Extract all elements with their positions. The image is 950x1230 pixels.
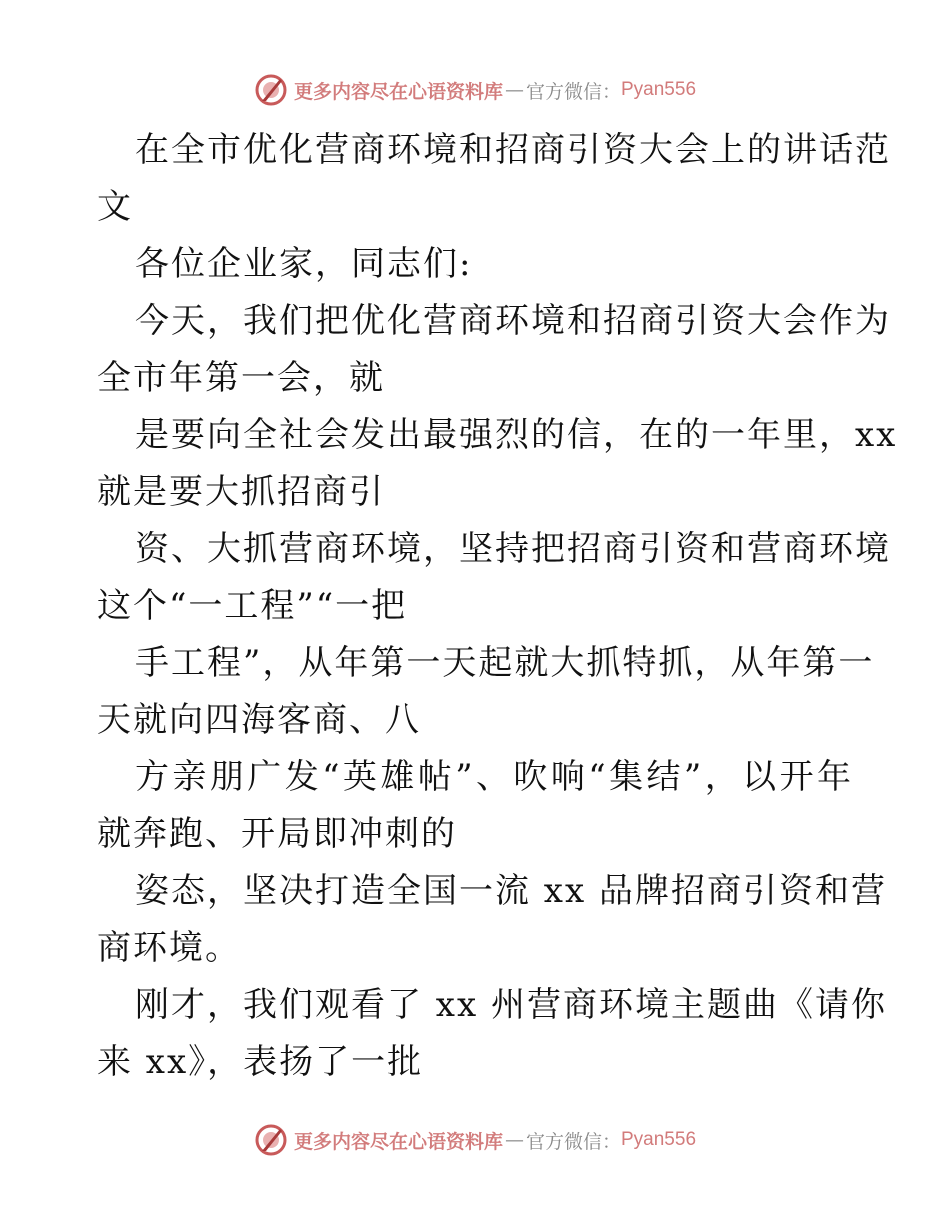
- text-line: 就是要大抓招商引: [97, 472, 385, 512]
- header-watermark: [0, 70, 950, 110]
- text-line: 手工程”，从年第一天起就大抓特抓，从年第一: [135, 643, 875, 683]
- watermark-official-label: 官方微信：: [525, 1130, 621, 1153]
- watermark-wechat-id: Pyan556: [621, 1129, 697, 1150]
- text-line: 今天，我们把优化营商环境和招商引资大会作为: [135, 301, 891, 341]
- quill-logo-icon: [254, 1123, 288, 1157]
- text-line: 资、大抓营商环境，坚持把招商引资和营商环境: [135, 529, 891, 569]
- text-line: 来 xx》，表扬了一批: [97, 1042, 424, 1082]
- text-line: 方亲朋广发“英雄帖”、吹响“集结”，以开年: [135, 757, 853, 797]
- watermark-dash: —: [504, 1129, 524, 1151]
- text-line: 商环境。: [97, 928, 241, 968]
- text-line: 全市年第一会，就: [97, 358, 385, 398]
- text-line: 这个“一工程”“一把: [97, 586, 408, 626]
- text-line: 是要向全社会发出最强烈的信，在的一年里，xx: [135, 415, 898, 455]
- document-body: [97, 122, 898, 1091]
- watermark-dash: —: [504, 79, 524, 101]
- text-line: 文: [97, 187, 133, 227]
- text-line: 各位企业家，同志们:: [135, 244, 473, 284]
- watermark-main-text: 更多内容尽在心语资料库: [293, 80, 503, 103]
- watermark-main-text: 更多内容尽在心语资料库: [293, 1130, 503, 1153]
- text-line: 就奔跑、开局即冲刺的: [97, 814, 457, 854]
- watermark-official-label: 官方微信：: [525, 80, 621, 103]
- footer-watermark: [0, 1120, 950, 1160]
- text-line: 刚才，我们观看了 xx 州营商环境主题曲《请你: [135, 985, 887, 1025]
- quill-logo-icon: [254, 73, 288, 107]
- text-line: 在全市优化营商环境和招商引资大会上的讲话范: [135, 130, 891, 170]
- text-line: 天就向四海客商、八: [97, 700, 421, 740]
- text-line: 姿态，坚决打造全国一流 xx 品牌招商引资和营: [135, 871, 887, 911]
- watermark-wechat-id: Pyan556: [621, 79, 697, 100]
